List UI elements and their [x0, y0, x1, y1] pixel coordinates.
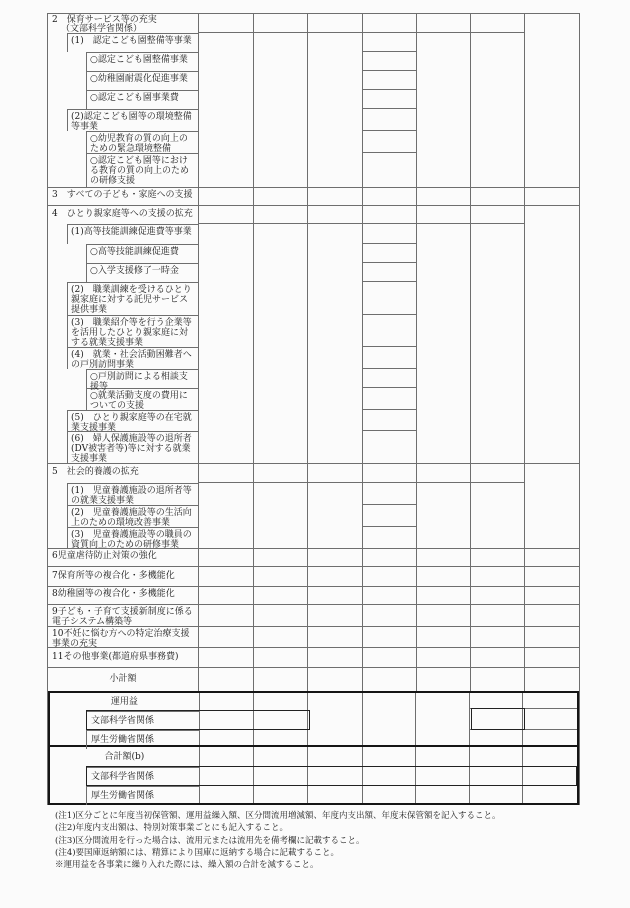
- data-cell: [199, 188, 254, 205]
- grand-total-row-group: [48, 747, 579, 805]
- data-cell: [470, 747, 523, 767]
- data-cell: [363, 131, 416, 153]
- data-cell: [363, 315, 416, 347]
- expenditure-column: [363, 206, 417, 463]
- data-cell: [471, 648, 525, 667]
- emphasis-box: [86, 766, 577, 786]
- data-cell: [200, 747, 254, 767]
- footnote-1: (注1)区分ごとに年度当初保管額、運用益繰入額、区分間流用増減額、年度内支出額、年度末保管額を記入すること。: [55, 811, 501, 821]
- section-5-row-group: [48, 464, 579, 549]
- data-cell: [199, 14, 254, 187]
- data-cell: [523, 709, 577, 730]
- data-cell: [363, 668, 417, 691]
- data-cell: [199, 464, 254, 548]
- remarks-cell: [525, 648, 579, 667]
- section-4-labels: [48, 206, 199, 463]
- row-label: (6) 婦人保護施設等の退所者(DV被害者等)等に対する就業支援事業: [67, 431, 198, 464]
- data-cell: [363, 244, 416, 263]
- data-cell: [254, 693, 307, 711]
- data-cell: [363, 410, 416, 431]
- data-cell: [254, 747, 307, 767]
- data-cell: [363, 33, 416, 52]
- section-9-row: [48, 605, 579, 627]
- remarks-cell: [525, 206, 579, 463]
- row-label: 9子ども・子育て支援新制度に係る電子システム構築等: [52, 606, 193, 627]
- data-cell: [199, 549, 254, 566]
- mext-row-label: 文部科学省関係: [86, 711, 199, 730]
- data-cell: [254, 14, 308, 187]
- data-cell: [363, 347, 416, 369]
- data-cell: [254, 464, 308, 548]
- data-cell: [470, 693, 523, 709]
- data-cell: [363, 693, 417, 745]
- row-label: (3) 児童養護施設等の職員の資質向上のための研修事業: [67, 527, 198, 549]
- data-cell: [417, 668, 471, 691]
- subtotal-label: 小計額: [109, 674, 137, 684]
- footnotes: [55, 810, 615, 871]
- remarks-cell: [523, 693, 577, 745]
- row-label: ○認定こども園等における教育の質の向上のための研修支援: [86, 153, 198, 188]
- fund-management-table: [47, 13, 580, 805]
- data-cell: [254, 567, 308, 586]
- data-cell: [417, 648, 471, 667]
- data-cell: [199, 206, 254, 463]
- data-cell: [254, 587, 308, 604]
- remarks-cell: [525, 668, 579, 691]
- data-cell: [363, 747, 416, 767]
- mhlw-row-label: 厚生労働省関係: [86, 786, 199, 805]
- row-label: (2) 職業訓練を受けるひとり親家庭に対する託児サービス提供事業: [67, 282, 198, 315]
- data-cell: [254, 188, 308, 205]
- remarks-cell: [525, 605, 579, 626]
- data-cell: [471, 549, 525, 566]
- remarks-cell: [525, 567, 579, 586]
- data-cell: [417, 464, 471, 548]
- data-cell: [417, 605, 471, 626]
- data-cell: [363, 71, 416, 90]
- section-2-title: 2 保育サービス等の充実: [52, 14, 157, 25]
- section-5-header: 5 社会的養護の拡充: [52, 467, 139, 477]
- data-cell: [363, 587, 417, 604]
- row-label: ○就業活動支度の費用についての支援: [86, 388, 198, 410]
- data-cell: [471, 464, 524, 483]
- row-label: 7保育所等の複合化・多機能化: [52, 571, 175, 581]
- row-label: (5) ひとり親家庭等の在宅就業支援事業: [67, 410, 198, 431]
- data-cell: [417, 567, 471, 586]
- data-cell: [308, 464, 362, 483]
- data-cell: [199, 668, 254, 691]
- data-cell: [523, 747, 577, 767]
- row-label: ○戸別訪問による相談支援等: [86, 369, 198, 388]
- data-cell: [308, 605, 363, 626]
- data-cell: [199, 567, 254, 586]
- data-cell: [363, 188, 417, 205]
- data-cell: [416, 693, 470, 745]
- data-cell: [471, 668, 525, 691]
- row-label: (1) 児童養護施設の退所者等の就業支援事業: [67, 483, 198, 505]
- data-cell: [199, 464, 253, 483]
- row-label: ○入学支援修了一時金: [86, 263, 198, 282]
- data-cell: [254, 549, 308, 566]
- row-label: ○高等技能訓練促進費: [86, 244, 198, 263]
- data-cell: [254, 648, 308, 667]
- section-3-row: [48, 188, 579, 206]
- data-cell: [308, 14, 363, 187]
- row-label: 3 すべての子ども・家庭への支援: [52, 189, 193, 200]
- row-label: (3) 職業紹介等を行う企業等を活用したひとり親家庭に対する就業支援事業: [67, 315, 198, 347]
- remarks-cell: [525, 587, 579, 604]
- data-cell: [471, 605, 525, 626]
- data-cell: [417, 587, 471, 604]
- data-cell: [471, 587, 525, 604]
- data-cell: [471, 206, 524, 224]
- row-label: 8幼稚園等の複合化・多機能化: [52, 588, 175, 599]
- data-cell: [416, 747, 469, 767]
- section-11-row: [48, 648, 579, 668]
- remarks-cell: [525, 188, 579, 205]
- data-cell: [363, 483, 416, 505]
- data-cell: [199, 587, 254, 604]
- data-cell: [363, 648, 417, 667]
- data-cell: [308, 188, 363, 205]
- data-cell: [363, 605, 417, 626]
- data-cell: [199, 605, 254, 626]
- data-cell: [254, 206, 307, 224]
- row-label: ○幼児教育の質の向上のための緊急環境整備: [86, 131, 198, 153]
- data-cell: [417, 464, 470, 483]
- section-7-row: [48, 567, 579, 587]
- data-cell: [363, 109, 416, 131]
- section-8-row: [48, 587, 579, 605]
- data-cell: [308, 587, 363, 604]
- data-cell: [254, 14, 307, 33]
- data-cell: [200, 693, 254, 711]
- operating-profit-label: 運用益: [110, 697, 138, 707]
- data-cell: [254, 464, 307, 483]
- emphasis-box: [471, 708, 525, 730]
- data-cell: [417, 206, 471, 463]
- expenditure-column: [363, 464, 417, 548]
- data-cell: [363, 464, 416, 483]
- data-cell: [417, 206, 470, 224]
- data-cell: [308, 693, 363, 745]
- data-cell: [363, 224, 416, 244]
- row-label: ○認定こども園整備事業: [86, 52, 198, 71]
- data-cell: [471, 14, 524, 33]
- mhlw-row-label: 厚生労働省関係: [86, 730, 199, 749]
- remarks-cell: [525, 464, 579, 548]
- data-cell: [199, 206, 253, 224]
- footnote-4: (注4)要国庫返納額には、精算により国庫に返納する場合に記載すること。: [55, 847, 340, 858]
- data-cell: [363, 505, 416, 527]
- data-cell: [471, 14, 525, 187]
- data-cell: [308, 206, 362, 224]
- row-label: ○幼稚園耐震化促進事業: [86, 71, 198, 90]
- data-cell: [308, 464, 363, 548]
- section-4-row-group: [48, 206, 579, 464]
- operating-profit-row-group: [48, 691, 579, 747]
- row-label: 10不妊に悩む方への特定治療支援事業の充実: [52, 628, 190, 649]
- data-cell: [254, 627, 308, 647]
- subtotal-row: [48, 668, 579, 691]
- row-label: ○認定こども園事業費: [86, 90, 198, 109]
- data-cell: [308, 668, 363, 691]
- data-cell: [308, 567, 363, 586]
- data-cell: [254, 668, 308, 691]
- row-label: (2)認定こども園等の環境整備等事業: [67, 109, 198, 131]
- row-label: 11その他事業(都道府県事務費): [52, 652, 179, 662]
- row-label: (1) 認定こども園整備等事業: [67, 33, 198, 52]
- remarks-cell: [525, 549, 579, 566]
- data-cell: [308, 648, 363, 667]
- data-cell: [363, 388, 416, 410]
- section-6-row: [48, 549, 579, 567]
- data-cell: [471, 188, 525, 205]
- data-cell: [471, 206, 525, 463]
- data-cell: [308, 206, 363, 463]
- data-cell: [363, 627, 417, 647]
- section-10-row: [48, 627, 579, 648]
- data-cell: [199, 627, 254, 647]
- footnote-3: (注3)区分間流用を行った場合は、流用元または流用先を備考欄に記載すること。: [55, 835, 365, 846]
- data-cell: [363, 369, 416, 388]
- data-cell: [308, 549, 363, 566]
- data-cell: [363, 90, 416, 109]
- data-cell: [471, 464, 525, 548]
- data-cell: [199, 14, 253, 33]
- data-cell: [363, 567, 417, 586]
- remarks-cell: [525, 627, 579, 647]
- emphasis-box: [86, 710, 310, 730]
- data-cell: [417, 14, 471, 187]
- section-2-header: [48, 14, 198, 33]
- data-cell: [363, 263, 416, 282]
- data-cell: [308, 14, 362, 33]
- data-cell: [471, 567, 525, 586]
- data-cell: [417, 627, 471, 647]
- section-2-subtitle: （文部科学省関係）: [61, 24, 143, 34]
- data-cell: [254, 605, 308, 626]
- row-label: 6児童虐待防止対策の強化: [52, 550, 157, 561]
- remarks-cell: [525, 14, 579, 187]
- data-cell: [254, 206, 308, 463]
- data-cell: [417, 188, 471, 205]
- expenditure-column: [363, 14, 417, 187]
- footnote-5: ※運用益を各事業に繰り入れた際には、繰入額の合計を減すること。: [55, 860, 319, 871]
- data-cell: [471, 627, 525, 647]
- data-cell: [308, 747, 362, 767]
- section-2-labels: [48, 14, 199, 187]
- row-label: (1)高等技能訓練促進費等事業: [67, 224, 198, 244]
- section-2-row-group: [48, 14, 579, 188]
- mext-row-label: 文部科学省関係: [86, 767, 199, 786]
- data-cell: [199, 648, 254, 667]
- data-cell: [523, 693, 577, 709]
- section-5-labels: [48, 464, 199, 548]
- data-cell: [363, 52, 416, 71]
- row-label: (4) 就業・社会活動困難者への戸別訪問事業: [67, 347, 198, 369]
- footnote-2: (注2)年度内支出額は、特別対策事業ごとにも記入すること。: [55, 823, 289, 834]
- data-cell: [417, 14, 470, 33]
- data-cell: [417, 549, 471, 566]
- data-cell: [363, 14, 416, 33]
- grand-total-label: 合計額(b): [104, 752, 145, 762]
- row-label: (2) 児童養護施設等の生活向上のための環境改善事業: [67, 505, 198, 527]
- data-cell: [363, 282, 416, 315]
- section-4-header: 4 ひとり親家庭等への支援の拡充: [52, 209, 193, 219]
- data-cell: [363, 549, 417, 566]
- data-cell: [363, 206, 416, 224]
- data-cell: [308, 627, 363, 647]
